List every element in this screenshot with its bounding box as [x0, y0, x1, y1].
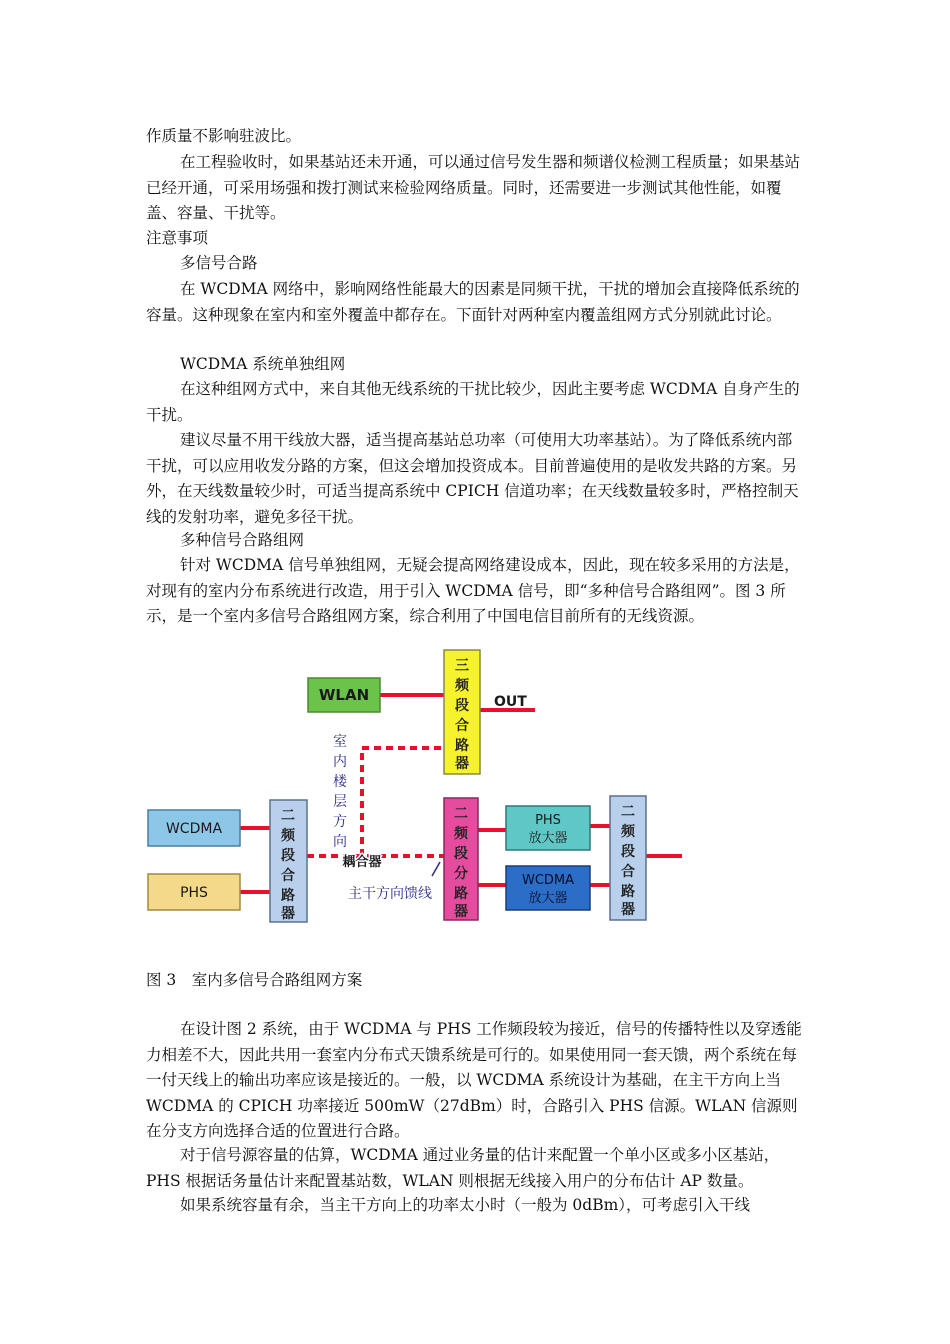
- out-label: OUT: [494, 694, 527, 710]
- paragraph: 如果系统容量有余，当主干方向上的功率太小时（一般为 0dBm），可考虑引入干线: [180, 1196, 751, 1214]
- label-char: 路: [281, 888, 295, 904]
- subsection-heading: 多种信号合路组网: [180, 531, 305, 549]
- label-char: 二: [621, 804, 635, 820]
- feeder-pointer: [432, 862, 440, 876]
- paragraph: 在工程验收时，如果基站还未开通，可以通过信号发生器和频谱仪检测工程质量；如果基站已经开通，可采用场强和拨打测试来检验网络质量。同时，还需要进一步测试其他性能，如覆盖、容量、干扰等。: [146, 153, 801, 222]
- label-char: 二: [281, 808, 295, 824]
- network-diagram: [140, 640, 700, 940]
- label-char: 向: [333, 834, 347, 850]
- wcdma-label: WCDMA: [165, 821, 223, 837]
- label-char: 频: [281, 828, 295, 844]
- wcdma-amp-line1: WCDMA: [521, 873, 575, 888]
- label-char: 二: [454, 806, 468, 822]
- label-char: 路: [621, 884, 635, 900]
- paragraph: 在 WCDMA 网络中，影响网络性能最大的因素是同频干扰，干扰的增加会直接降低系统的容量。这种现象在室内和室外覆盖中都存在。下面针对两种室内覆盖组网方式分别就此讨论。: [146, 280, 800, 324]
- label-char: 器: [621, 902, 635, 918]
- paragraph: 作质量不影响驻波比。: [146, 127, 302, 145]
- phs-label: PHS: [180, 885, 208, 901]
- paragraph: 对于信号源容量的估算，WCDMA 通过业务量的估计来配置一个单小区或多小区基站，PHS 根据话务量估计来配置基站数，WLAN 则根据无线接入用户的分布估计 AP 数量。: [146, 1146, 780, 1190]
- label-char: 器: [454, 904, 468, 920]
- label-char: 室: [333, 734, 347, 750]
- figure-caption: 图 3 室内多信号合路组网方案: [146, 971, 363, 989]
- label-char: 路: [455, 738, 469, 754]
- label-char: 段: [455, 698, 469, 714]
- label-char: 三: [455, 658, 469, 674]
- wcdma-amp-line2: 放大器: [528, 891, 568, 906]
- main-feeder-label: 主干方向馈线: [348, 886, 432, 902]
- label-char: 路: [454, 886, 468, 902]
- label-char: 分: [454, 866, 468, 882]
- paragraph: 建议尽量不用干线放大器，适当提高基站总功率（可使用大功率基站）。为了降低系统内部干扰，可以应用收发分路的方案，但这会增加投资成本。目前普遍使用的是收发共路的方案。另外，在天线数量较少时，可适当提高系统中 CPICH 信道功率；在天线数量较多时，严格控制天线的发射功率，避免多径干扰。: [146, 431, 799, 526]
- paragraph: 在设计图 2 系统，由于 WCDMA 与 PHS 工作频段较为接近，信号的传播特性以及穿透能力相差不大，因此共用一套室内分布式天馈系统是可行的。如果使用同一套天馈，两个系统在每一付天线上的输出功率应该是接近的。一般，以 WCDMA 系统设计为基础，在主干方向上当 WCDMA 的 CPICH 功率接近 500mW（27dBm）时，合路引入 PHS 信源。WLAN 信源则在分支方向选择合适的位置进行合路。: [146, 1020, 802, 1140]
- diagram-svg: [140, 640, 700, 940]
- label-char: 频: [621, 824, 635, 840]
- label-char: 合: [281, 868, 295, 884]
- phs-amp-line2: 放大器: [528, 831, 568, 846]
- label-char: 楼: [333, 774, 347, 790]
- indoor-direction-label: [333, 734, 348, 850]
- label-char: 段: [281, 848, 295, 864]
- label-char: 段: [454, 846, 468, 862]
- label-char: 频: [454, 826, 468, 842]
- phs-amp-line1: PHS: [535, 813, 561, 828]
- label-char: 器: [455, 756, 469, 772]
- label-char: 合: [621, 864, 635, 880]
- coupler-label: 耦合器: [342, 855, 382, 870]
- paragraph: 针对 WCDMA 信号单独组网，无疑会提高网络建设成本，因此，现在较多采用的方法是，对现有的室内分布系统进行改造，用于引入 WCDMA 信号，即“多种信号合路组网”。图 3 所示，是一个室内多信号合路组网方案，综合利用了中国电信目前所有的无线资源。: [146, 556, 800, 625]
- label-char: 段: [621, 844, 635, 860]
- label-char: 方: [333, 814, 347, 830]
- label-char: 合: [455, 718, 469, 734]
- label-char: 频: [455, 678, 469, 694]
- label-char: 层: [333, 794, 347, 810]
- label-char: 器: [281, 906, 295, 922]
- wlan-label: WLAN: [318, 686, 370, 704]
- label-char: 内: [333, 754, 347, 770]
- subsection-heading: WCDMA 系统单独组网: [180, 355, 346, 373]
- section-heading: 注意事项: [146, 229, 209, 247]
- paragraph: 在这种组网方式中，来自其他无线系统的干扰比较少，因此主要考虑 WCDMA 自身产生的干扰。: [146, 380, 800, 424]
- subsection-heading: 多信号合路: [180, 254, 258, 272]
